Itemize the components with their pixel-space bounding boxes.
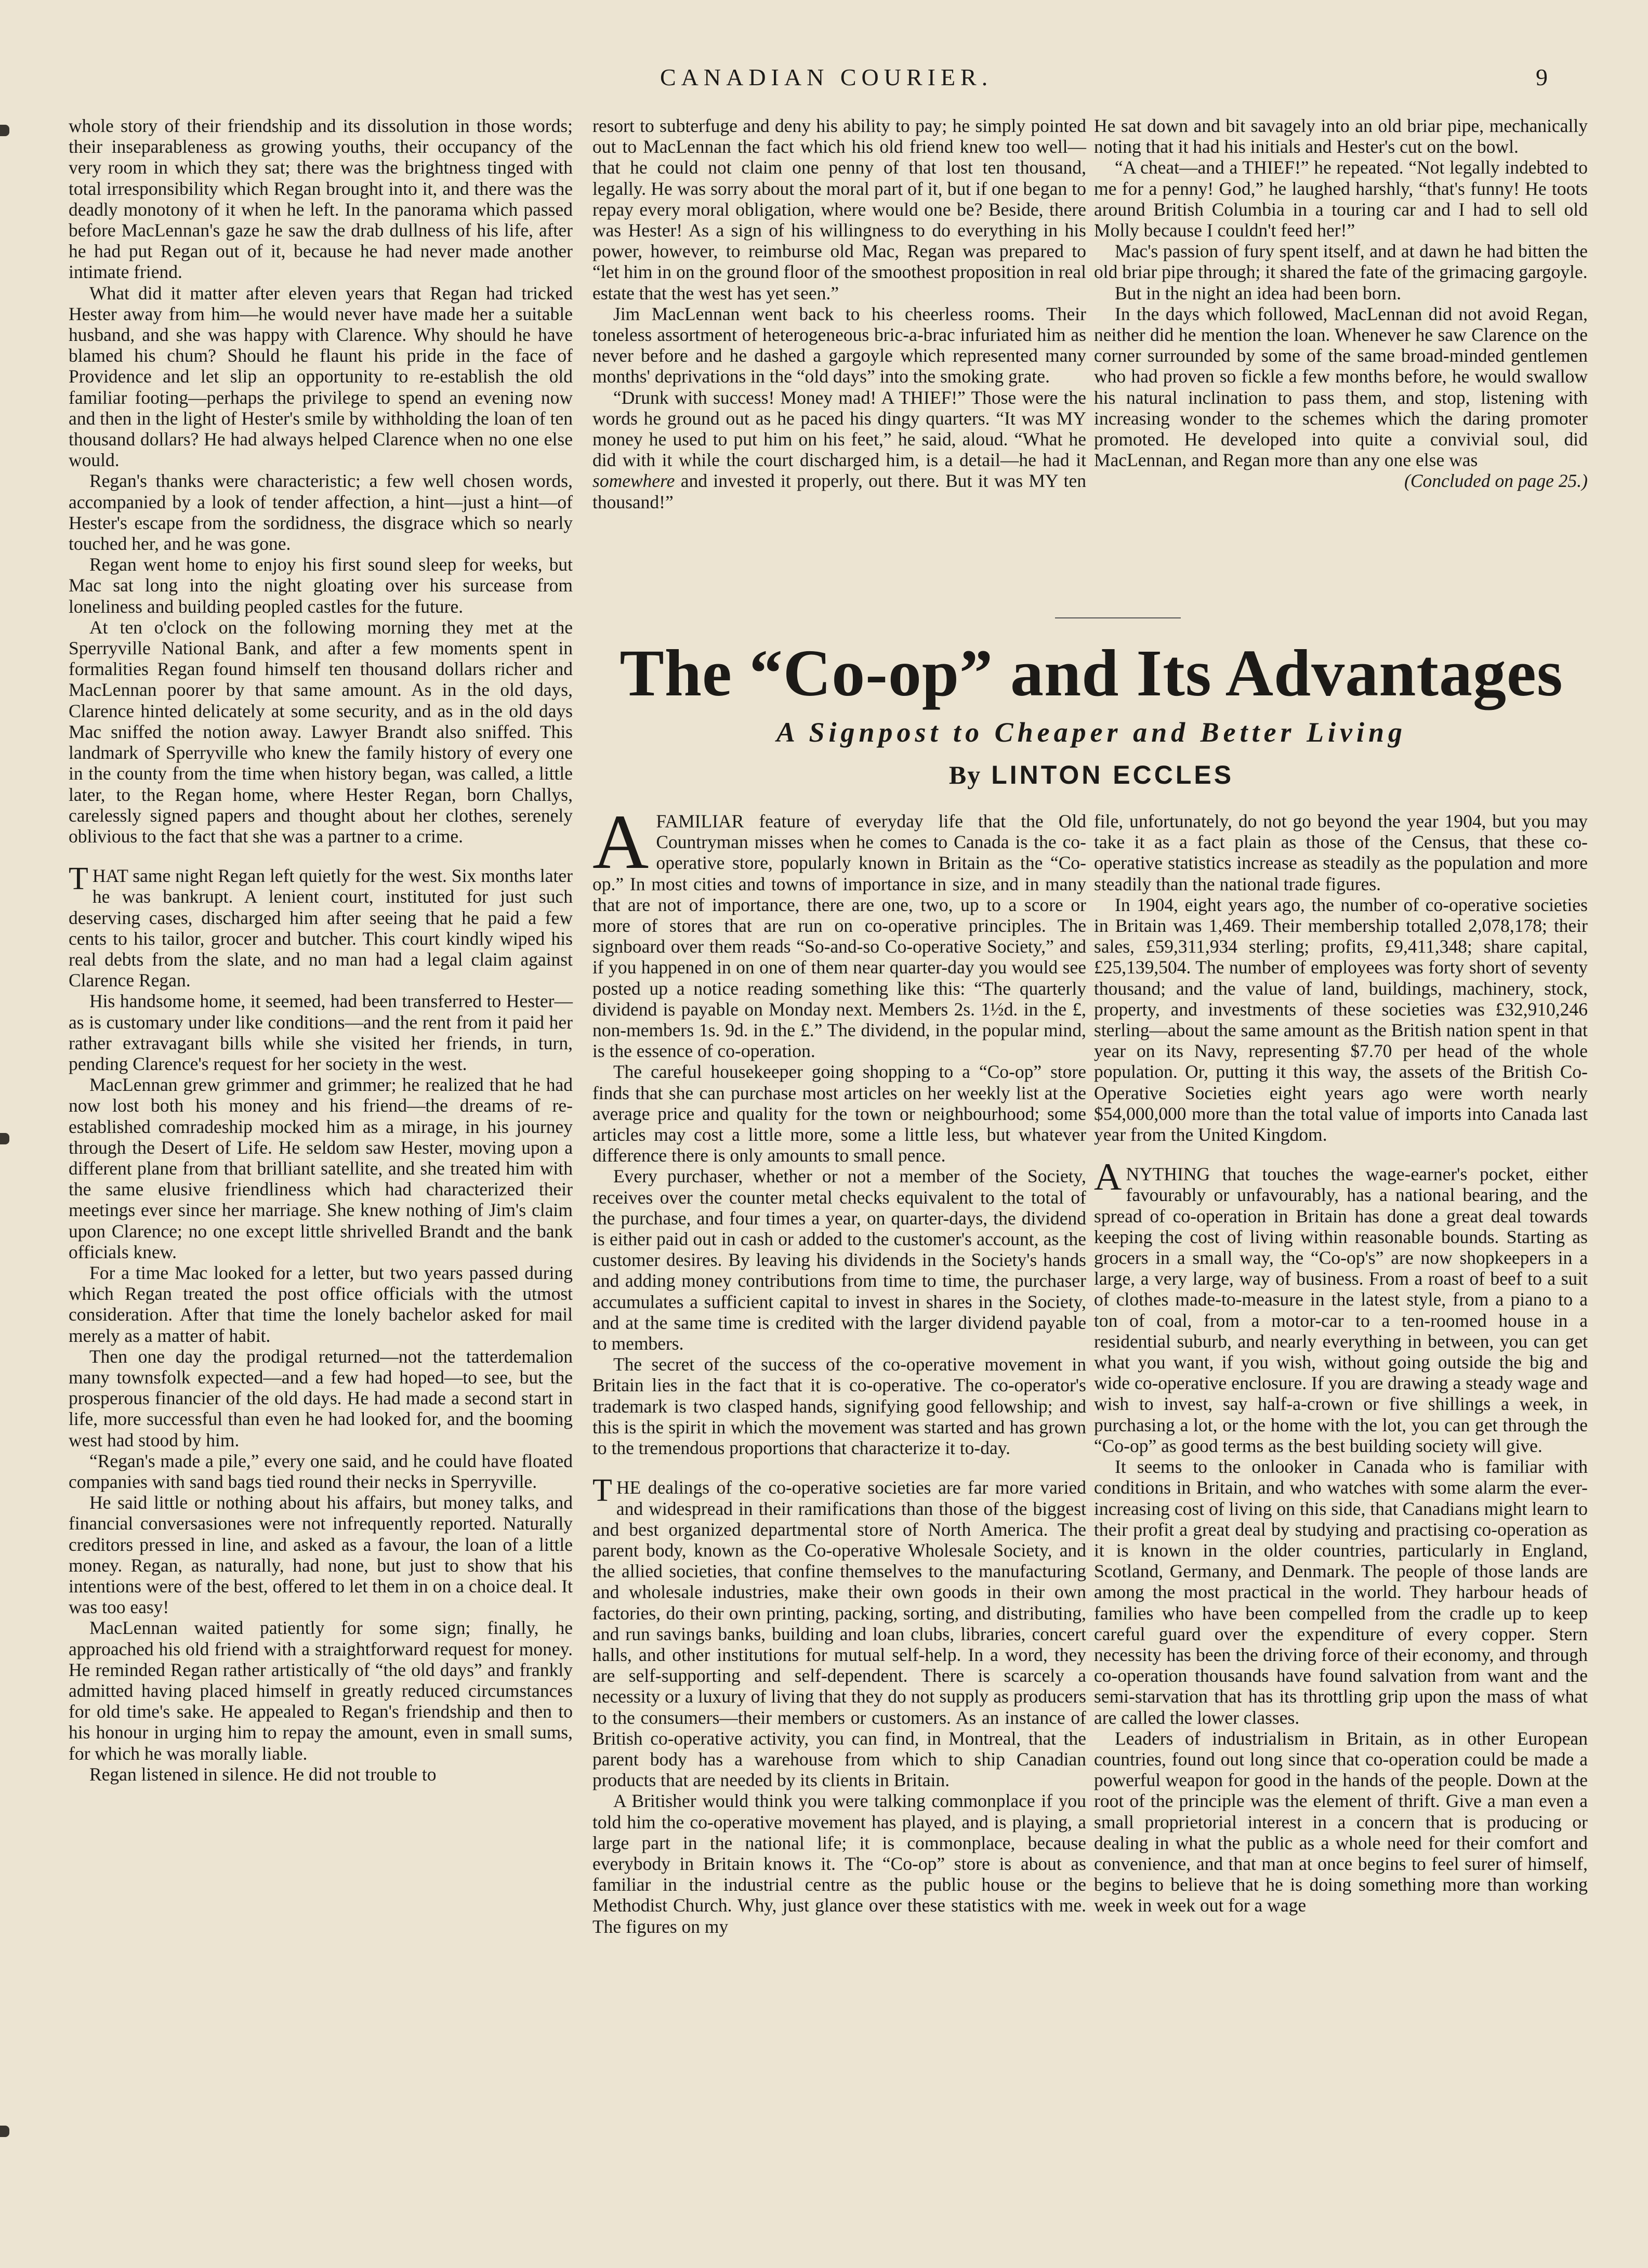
article-paragraph: Leaders of industrialism in Britain, as in other European countries, found out long since that co-operation could be made a powerful weapon for good in the hands of the people. Down at the root of the principle was the element of thrift. Give a man even a small proprietorial interest in a concern that is producing or dealing in what the public as a whole need for their comfort and convenience, and that man at once begins to feel surer of himself, begins to believe that he is doing something more than working week in week out for a wage (1094, 1728, 1588, 1916)
story-paragraph: For a time Mac looked for a letter, but two years passed during which Regan treated the post office officials with the utmost consideration. After that time the lonely bachelor asked for mail merely as a matter of habit. (69, 1262, 573, 1346)
article-column-1 (592, 799, 1086, 1937)
article-paragraph-dropcap (592, 799, 1086, 1062)
article-paragraph-dropcap (592, 1473, 1086, 1791)
drop-cap: A (1094, 1156, 1122, 1199)
binding-mark (0, 2126, 9, 2137)
drop-cap: T (69, 861, 88, 897)
story-emphasis: somewhere (592, 470, 675, 492)
story-text: “Drunk with success! Money mad! A THIEF!” Those were the words he ground out as he paced his dingy quarters. “It was MY money he used to put him on his feet,” he said, aloud. “What he did with it while the court discharged him, is a detail—he had it (592, 387, 1086, 471)
section-divider (1055, 617, 1181, 618)
magazine-title: CANADIAN COURIER. (660, 64, 993, 90)
article-paragraph-text: HE dealings of the co-operative societies are far more varied and widespread in their ramifications than those of the biggest and best organized departmental store of North America. The parent body, known as the Co-operative Wholesale Society, and the allied societies, that confine themselves to the manufacturing and wholesale industries, make their own goods in their own factories, do their own printing, packing, sorting, and distributing, and run savings banks, building and loan clubs, libraries, concert halls, and other institutions for mutual self-help. In a word, they are self-supporting and self-dependent. There is scarcely a necessity or a luxury of living that they do not supply as producers to the consumers—their members or customers. As an instance of British co-operative activity, you can find, in Montreal, that the parent body has a warehouse from which to ship Canadian products that are needed by its clients in Britain. (592, 1477, 1086, 1791)
binding-mark (0, 125, 9, 136)
article-paragraph: A Britisher would think you were talking commonplace if you told him the co-operative movement has played, and is playing, a large part in the national life; it is commonplace, because everybody in Britain knows it. The “Co-op” store is about as familiar in the industrial centre as the public house or the Methodist Church. Why, just glance over these statistics with me. The figures on my (592, 1790, 1086, 1937)
article-column-2 (1094, 811, 1588, 1916)
story-paragraph: whole story of their friendship and its dissolution in those words; their inseparableness as growing youths, their occupancy of the very room in which they sat; there was the brightness tinged with total irresponsibility which Regan brought into it, and there was the deadly monotony of it when he left. In the panorama which passed before MacLennan's gaze he saw the drab dullness of his life, after he had put Regan out of it, because he had never made another intimate friend. (69, 115, 573, 283)
story-text: and invested it properly, out there. But it was MY ten thousand!” (592, 470, 1086, 512)
article-headline: The “Co-op” and Its Advantages (619, 636, 1563, 710)
story-paragraph: In the days which followed, MacLennan did not avoid Regan, neither did he mention the loan. Whenever he saw Clarence on the corner surrounded by some of the same broad-minded gentlemen who had proven so fickle a few months before, he would swallow his natural inclination to pass them, and stop, listening with increasing wonder to the schemes which the daring promoter promoted. He developed into quite a convivial soul, did MacLennan, and Regan more than any one else was (1094, 303, 1588, 471)
binding-mark (0, 1133, 9, 1144)
article-paragraph: The careful housekeeper going shopping to a “Co-op” store finds that she can purchase most articles on her weekly list at the average price and quality for the town or neighbourhood; some articles may cost a little more, some a little less, but whatever difference there is only amounts to small pence. (592, 1061, 1086, 1166)
article-paragraph: Every purchaser, whether or not a member of the Society, receives over the counter metal checks equivalent to the total of the purchase, and four times a year, on quarter-days, the dividend is either paid out in cash or added to the customer's account, as the customer desires. By leaving his dividends in the Society's hands and adding money contributions from time to time, the purchaser accumulates a sufficient capital to invest in shares in the Society, and at the same time is credited with the larger dividend payable to members. (592, 1166, 1086, 1354)
story-paragraph: Then one day the prodigal returned—not the tatterdemalion many townsfolk expected—and a few had hoped—to see, but the prosperous financier of the old days. He had made a second start in life, more successful than even he had looked for, and the booming west had stood by him. (69, 1346, 573, 1451)
story-paragraph: At ten o'clock on the following morning they met at the Sperryville National Bank, and after a few moments spent in formalities Regan found himself ten thousand dollars richer and MacLennan poorer by that same amount. As in the old days, Clarence hinted delicately at some security, and as in the old days Mac sniffed the notion away. Lawyer Brandt also sniffed. This landmark of Sperryville who knew the family history of every one in the county from the time when history began, was called, a little later, to the Regan home, where Hester Regan, born Challys, carelessly signed papers and thought about her clothes, serenely oblivious to the fact that she was a partner to a crime. (69, 616, 573, 847)
article-subhead: A Signpost to Cheaper and Better Living (776, 717, 1407, 748)
story-paragraph: His handsome home, it seemed, had been transferred to Hester—as is customary under like conditions—and the rent from it paid her rather extravagant bills while she visited her friends, in turn, pending Clarence's request for her society in the west. (69, 991, 573, 1074)
story-column-1 (69, 115, 573, 1785)
story-paragraph: MacLennan grew grimmer and grimmer; he realized that he had now lost both his money and his friend—the dreams of re-established comradeship mocked him as a mirage, in his journey through the Desert of Life. He seldom saw Hester, moving upon a different plane from that brilliant satellite, and she treated him with the same elusive friendliness which had characterized their meetings ever since her marriage. She knew nothing of Jim's claim upon Clarence; no one except little shrivelled Brandt and the bank officials knew. (69, 1074, 573, 1262)
story-paragraph: Mac's passion of fury spent itself, and at dawn he had bitten the old briar pipe through; it shared the fate of the grimacing gargoyle. (1094, 241, 1588, 283)
story-paragraph: Regan listened in silence. He did not trouble to (89, 1763, 437, 1785)
article-paragraph: file, unfortunately, do not go beyond the year 1904, but you may take it as a fact plain as those of the Census, that these co-operative statistics increase as steadily as the population and more steadily than the national trade figures. (1094, 811, 1588, 894)
story-column-2 (592, 115, 1086, 512)
story-column-3 (1094, 115, 1588, 492)
article-paragraph-text: FAMILIAR feature of everyday life that the Old Countryman misses when he comes to Canada is the co-operative store, popularly known in Britain as the “Co-op.” In most cities and towns of importance in size, and in many that are not of importance, there are one, two, up to a score or more of stores that are run on co-operative principles. The signboard over them reads “So-and-so Co-operative Society,” and if you happened in on one of them near quarter-day you would see posted up a notice reading something like this: “The quarterly dividend is payable on Monday next. Members 2s. 1½d. in the £, non-members 1s. 9d. in the £.” The dividend, in the popular mind, is the essence of co-operation. (592, 811, 1086, 1062)
article-paragraph-text: NYTHING that touches the wage-earner's pocket, either favourably or unfavourably, has a national bearing, and the spread of co-operation in Britain has done a great deal towards keeping the cost of living within reasonable bounds. Starting as grocers in a small way, the “Co-op's” are now shopkeepers in a large, a very large, way of business. From a roast of beef to a suit of clothes made-to-measure in the latest style, from a piano to a ton of coal, from a motor-car to a ten-roomed house in a residential suburb, and nearly everything in between, you can get what you want, if you wish, without going outside the big and wide co-operative enclosure. If you are drawing a steady wage and wish to invest, say half-a-crown or five shillings a week, in purchasing a lot, or the home with the lot, you can get through the “Co-op” as good terms as the best building society will give. (1094, 1164, 1588, 1456)
page-number: 9 (1536, 64, 1548, 90)
story-paragraph: What did it matter after eleven years that Regan had tricked Hester away from him—he would never have made her a suitable husband, and she was happy with Clarence. Why should he have blamed his chum? Should he flaunt his pride in the face of Providence and let slip an opportunity to re-establish the old familiar footing—perhaps the privilege to spend an evening now and then in the light of Hester's smile by withholding the loan of ten thousand dollars? He had always helped Clarence when no one else would. (69, 282, 573, 471)
drop-cap: A (592, 799, 649, 885)
story-paragraph: Regan went home to enjoy his first sound sleep for weeks, but Mac sat long into the night gloating over his surcease from loneliness and building peopled castles for the future. (69, 554, 573, 617)
story-paragraph: But in the night an idea had been born. (1115, 282, 1402, 304)
article-byline (592, 760, 1590, 790)
article-paragraph: In 1904, eight years ago, the number of co-operative societies in Britain was 1,469. Their membership totalled 2,078,178; their sales, £59,311,934 sterling; profits, £9,411,348; share capital, £25,139,504. The number of employees was forty short of seventy thousand; and the value of land, buildings, machinery, stock, property, and investments of these societies was £32,910,246 sterling—about the same amount as the British nation spent in that year on its Navy, representing $7.70 per head of the whole population. Or, putting it this way, the assets of the British Co-Operative Societies eight years ago were worth nearly $54,000,000 more than the total value of imports into Canada last year from the United Kingdom. (1094, 894, 1588, 1145)
running-head (0, 63, 1648, 95)
story-paragraph: He said little or nothing about his affairs, but money talks, and financial conversasiones were not infrequently reported. Naturally creditors pressed in line, and asked as a favour, the loan of a little money. Regan, as naturally, had none, but just to show that his intentions were of the best, offered to let them in on a choice deal. It was too easy! (69, 1492, 573, 1618)
story-paragraph: He sat down and bit savagely into an old briar pipe, mechanically noting that it had his initials and Hester's cut on the bowl. (1094, 115, 1588, 157)
story-paragraph: “A cheat—and a THIEF!” he repeated. “Not legally indebted to me for a penny! God,” he laughed harshly, “that's funny! He toots around British Columbia in a touring car and I had to sell old Molly because I couldn't feed her!” (1094, 157, 1588, 241)
byline-by: By (948, 760, 982, 789)
story-paragraph: resort to subterfuge and deny his ability to pay; he simply pointed out to MacLennan the fact which his old friend knew too well—that he could not claim one penny of that lost ten thousand, legally. He was sorry about the moral part of it, but if one began to repay every moral obligation, where would one be? Beside, there was Hester! As a sign of his willingness to do everything in his power, however, to reimburse old Mac, Regan was prepared to “let him in on the ground floor of the smoothest proposition in real estate that the west has yet seen.” (592, 115, 1086, 304)
story-paragraph-text: HAT same night Regan left quietly for the west. Six months later he was bankrupt. A lenient court, instituted for just such deserving cases, discharged him after seeing that he paid a few cents to his tailor, grocer and butcher. This court kindly wiped his real debts from the slate, and no man had a legal claim against Clarence Regan. (69, 865, 573, 991)
drop-cap: T (592, 1473, 612, 1509)
story-paragraph: Jim MacLennan went back to his cheerless rooms. Their toneless assortment of heterogeneous bric-a-brac infuriated him as never before and he dashed a gargoyle which represented many months' deprivations in the “old days” into the smoking grate. (592, 303, 1086, 387)
article-paragraph: The secret of the success of the co-operative movement in Britain lies in the fact that it is co-operative. The co-operator's trademark is two clasped hands, signifying good fellowship; and this is the spirit in which the movement was started and has grown to the tremendous proportions that characterize it to-day. (592, 1354, 1086, 1459)
story-paragraph: MacLennan waited patiently for some sign; finally, he approached his old friend with a straightforward request for money. He reminded Regan rather artistically of “the old days” and frankly admitted having placed himself in greatly reduced circumstances for old time's sake. He appealed to Regan's friendship and then to his honour in urging him to repay the amount, even in small sums, for which he was morally liable. (69, 1617, 573, 1764)
article-paragraph-dropcap (1094, 1156, 1588, 1456)
story-paragraph (592, 387, 1086, 512)
byline-author: LINTON ECCLES (991, 760, 1234, 789)
story-paragraph-dropcap (69, 861, 573, 991)
story-paragraph: Regan's thanks were characteristic; a few well chosen words, accompanied by a look of tender affection, a hint—just a hint—of Hester's escape from the sordidness, the disgrace which so nearly touched her, and he was gone. (69, 470, 573, 555)
article-paragraph: It seems to the onlooker in Canada who is familiar with conditions in Britain, and who watches with some alarm the ever-increasing cost of living on this side, that Canadians might learn to their profit a great deal by studying and practising co-operation as it is known in the older countries, particularly in England, Scotland, Germany, and Denmark. The people of those lands are among the most practical in the world. They harbour heads of families who have been compelled from the cradle up to keep careful guard over the expenditure of every copper. Stern necessity has been the driving force of their economy, and through co-operation thousands have found salvation from want and the semi-starvation that has its throttling grip upon the mass of what are called the lower classes. (1094, 1456, 1588, 1728)
story-paragraph: “Regan's made a pile,” every one said, and he could have floated companies with sand bags tied round their necks in Sperryville. (69, 1450, 573, 1492)
concluded-note: (Concluded on page 25.) (1404, 470, 1588, 492)
